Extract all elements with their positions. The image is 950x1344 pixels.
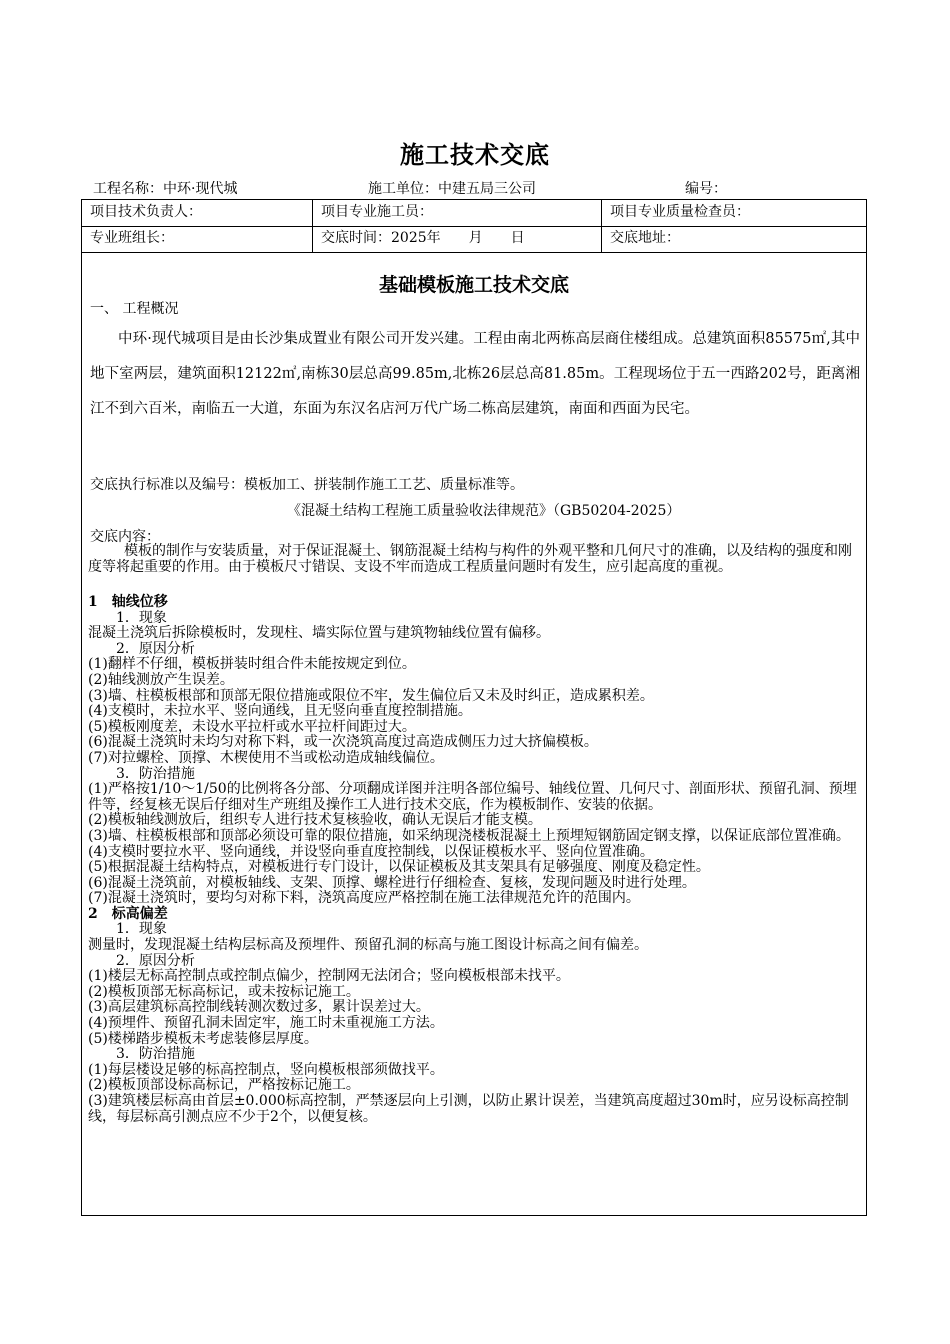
content-line: 2．原因分析 bbox=[88, 952, 195, 969]
content-line: 3．防治措施 bbox=[88, 1046, 195, 1063]
quality-inspector-field: 项目专业质量检查员： bbox=[601, 200, 866, 226]
content-line: (3)墙、柱模板根部和顶部必须设可靠的限位措施，如采纳现浇楼板混凝土上预埋短钢筋固定钢支撑，以保证底部位置准确。 bbox=[88, 827, 850, 844]
form-row-1 bbox=[82, 200, 866, 227]
content-line: (6)混凝土浇筑前，对模板轴线、支架、顶撑、螺栓进行仔细检查、复核，发现问题及时进行处理。 bbox=[88, 874, 696, 891]
project-name: 工程名称：中环·现代城 bbox=[93, 181, 238, 197]
content-line: 2．原因分析 bbox=[88, 640, 195, 657]
content-line: (3)墙、柱模板根部和顶部无限位措施或限位不牢，发生偏位后又未及时纠正，造成累积差。 bbox=[88, 687, 654, 704]
content-line: (2)模板轴线测放后，组织专人进行技术复核验收，确认无误后才能支模。 bbox=[88, 812, 542, 829]
disclosure-form bbox=[81, 199, 867, 1216]
content-line: 1．现象 bbox=[88, 609, 167, 626]
intro-paragraph: 模板的制作与安装质量，对于保证混凝土、钢筋混凝土结构与构件的外观平整和几何尺寸的准确，以及结构的强度和刚度等将起重要的作用。由于模板尺寸错误、支设不牢而造成工程质量问题时有发生，应引起高度的重视。 bbox=[88, 543, 852, 575]
team-leader-field: 专业班组长： bbox=[90, 230, 174, 246]
construction-staff-field: 项目专业施工员： bbox=[312, 200, 601, 226]
content-line: (5)根据混凝土结构特点，对模板进行专门设计，以保证模板及其支架具有足够强度、刚度及稳定性。 bbox=[88, 859, 710, 876]
section-heading: 1 轴线位移 bbox=[88, 594, 168, 610]
content-line: (5)楼梯踏步模板未考虑装修层厚度。 bbox=[88, 1030, 318, 1047]
content-line: (4)预埋件、预留孔洞未固定牢，施工时未重视施工方法。 bbox=[88, 1015, 444, 1032]
standards-line: 交底执行标准以及编号：模板加工、拼装制作施工工艺、质量标准等。 bbox=[90, 477, 524, 493]
content-line: (2)模板顶部设标高标记，严格按标记施工。 bbox=[88, 1077, 360, 1094]
document-title: 基础模板施工技术交底 bbox=[378, 274, 569, 296]
content-line: (4)支模时，未拉水平、竖向通线，且无竖向垂直度控制措施。 bbox=[88, 703, 472, 720]
content-line: 1．现象 bbox=[88, 921, 167, 938]
document-number: 编号： bbox=[685, 181, 727, 197]
project-overview: 中环·现代城项目是由长沙集成置业有限公司开发兴建。工程由南北两栋高层商住楼组成。总建筑面积85575㎡,其中地下室两层，建筑面积12122㎡,南栋30层总高99.85m,北栋26层总高81.85m。工程现场位于五一西路202号，距离湘江不到六百米，南临五一大道，东面为东汉名店河万代广场二栋高层建筑，南面和西面为民宅。 bbox=[90, 331, 860, 417]
project-info-bar bbox=[93, 178, 873, 198]
construction-unit: 施工单位：中建五局三公司 bbox=[368, 181, 536, 197]
content-line: (1)翻样不仔细，模板拼装时组合件未能按规定到位。 bbox=[88, 656, 416, 673]
content-line: (2)模板顶部无标高标记，或未按标记施工。 bbox=[88, 983, 360, 1000]
content-line: (5)模板刚度差，未设水平拉杆或水平拉杆间距过大。 bbox=[88, 718, 416, 735]
technical-lead-field: 项目技术负责人： bbox=[90, 204, 202, 220]
page-title: 施工技术交底 bbox=[400, 140, 550, 169]
content-line: (7)混凝土浇筑时，要均匀对称下料，浇筑高度应严格控制在施工法律规范允许的范围内。 bbox=[88, 890, 640, 907]
disclosure-address-field: 交底地址： bbox=[601, 226, 866, 252]
content-line: (4)支模时要拉水平、竖向通线，并设竖向垂直度控制线，以保证模板水平、竖向位置准确。 bbox=[88, 843, 654, 860]
content-line: (1)每层楼设足够的标高控制点，竖向模板根部须做找平。 bbox=[88, 1061, 444, 1078]
content-line: 3．防治措施 bbox=[88, 765, 195, 782]
standards-reference: 《混凝土结构工程施工质量验收法律规范》（GB50204-2025） bbox=[287, 503, 681, 519]
section-heading-overview: 一、 工程概况 bbox=[90, 301, 179, 317]
content-lines bbox=[88, 595, 860, 1125]
disclosure-time-field: 交底时间：2025年 月 日 bbox=[312, 226, 601, 252]
form-row-2 bbox=[82, 226, 866, 253]
content-line: (3)高层建筑标高控制线转测次数过多，累计误差过大。 bbox=[88, 999, 430, 1016]
content-line: (1)严格按1/10～1/50的比例将各分部、分项翻成详图并注明各部位编号、轴线位置、几何尺寸、剖面形状、预留孔洞、预埋件等，经复核无误后仔细对生产班组及操作工人进行技术交底，作为模板制作、安装的依据。 bbox=[88, 781, 857, 813]
content-line: (1)楼层无标高控制点或控制点偏少，控制网无法闭合；竖向模板根部未找平。 bbox=[88, 968, 570, 985]
content-line: (7)对拉螺栓、顶撑、木楔使用不当或松动造成轴线偏位。 bbox=[88, 749, 444, 766]
content-line: (3)建筑楼层标高由首层±0.000标高控制，严禁逐层向上引测，以防止累计误差，当建筑高度超过30m时，应另设标高控制线，每层标高引测点应不少于2个，以便复核。 bbox=[88, 1093, 849, 1125]
content-line: (2)轴线测放产生误差。 bbox=[88, 671, 234, 688]
section-heading: 2 标高偏差 bbox=[88, 905, 168, 922]
content-label: 交底内容： bbox=[90, 529, 160, 545]
content-line: 混凝土浇筑后拆除模板时，发现柱、墙实际位置与建筑物轴线位置有偏移。 bbox=[88, 625, 550, 642]
content-line: 测量时，发现混凝土结构层标高及预埋件、预留孔洞的标高与施工图设计标高之间有偏差。 bbox=[88, 937, 648, 954]
content-line: (6)混凝土浇筑时未均匀对称下料，或一次浇筑高度过高造成侧压力过大挤偏模板。 bbox=[88, 734, 598, 751]
